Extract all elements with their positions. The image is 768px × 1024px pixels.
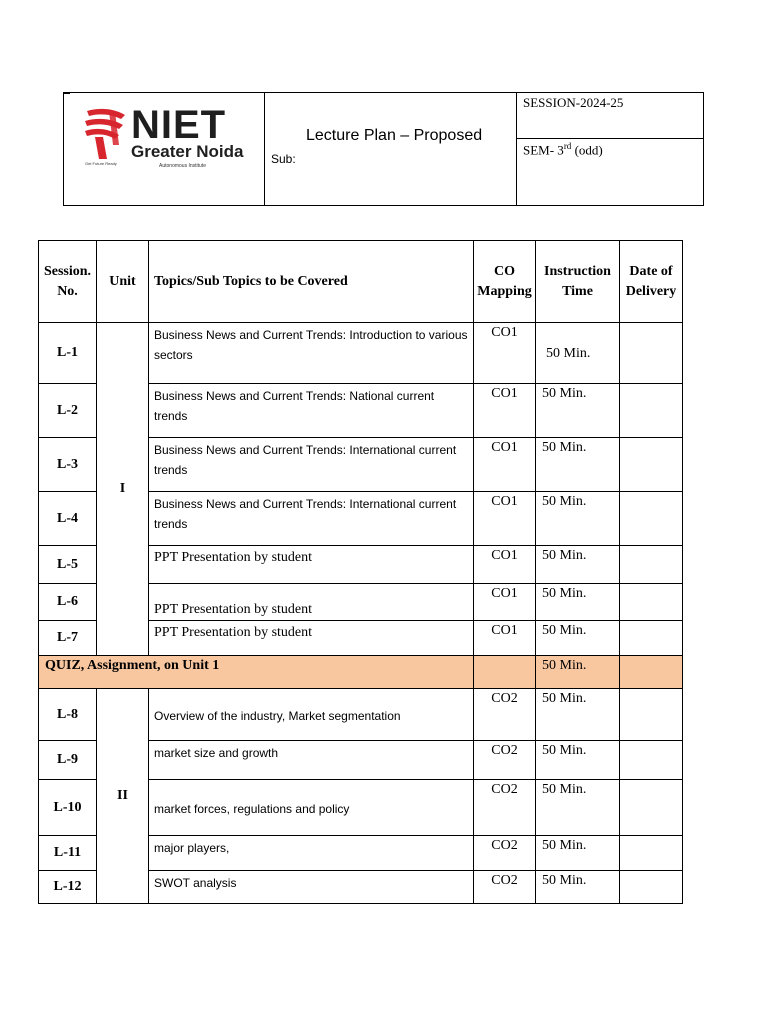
- time-cell: 50 Min.: [536, 546, 620, 584]
- time-cell: 50 Min.: [536, 871, 620, 904]
- page-title: Lecture Plan – Proposed: [306, 127, 483, 144]
- session-cell: L-7: [39, 621, 97, 656]
- topic-cell: Business News and Current Trends: Introduction to various sectors: [149, 323, 474, 384]
- session-cell: L-8: [39, 689, 97, 741]
- topic-cell: SWOT analysis: [149, 871, 474, 904]
- table-header-row: [39, 241, 683, 323]
- time-cell: 50 Min.: [536, 584, 620, 621]
- co-cell: CO1: [474, 384, 536, 438]
- co-cell: CO1: [474, 438, 536, 492]
- header-unit: Unit: [97, 241, 149, 323]
- co-cell: CO1: [474, 621, 536, 656]
- date-cell: [620, 621, 683, 656]
- session-cell: L-5: [39, 546, 97, 584]
- session-cell: L-1: [39, 323, 97, 384]
- logo-brand: NIET: [131, 103, 227, 147]
- semester-sup: rd: [563, 141, 572, 151]
- topic-cell: Overview of the industry, Market segmentation: [149, 689, 474, 741]
- date-cell: [620, 323, 683, 384]
- session-cell: L-12: [39, 871, 97, 904]
- topic-cell: PPT Presentation by student: [149, 584, 474, 621]
- time-cell: 50 Min.: [536, 780, 620, 836]
- header-co-mapping: CO Mapping: [474, 241, 536, 323]
- session-cell: L-2: [39, 384, 97, 438]
- header-topics: Topics/Sub Topics to be Covered: [149, 241, 474, 323]
- unit-cell: I: [97, 323, 149, 656]
- date-cell: [620, 741, 683, 780]
- semester-suffix: (odd): [571, 142, 603, 158]
- topic-cell: market forces, regulations and policy: [149, 780, 474, 836]
- topic-cell: Business News and Current Trends: National current trends: [149, 384, 474, 438]
- session-cell: [517, 93, 703, 205]
- quiz-date-cell: [620, 656, 683, 689]
- topic-cell: PPT Presentation by student: [149, 546, 474, 584]
- table-row: [39, 689, 683, 741]
- date-cell: [620, 546, 683, 584]
- header-instruction-time: Instruction Time: [536, 241, 620, 323]
- time-cell: 50 Min.: [536, 621, 620, 656]
- session-label: SESSION-2024-25: [523, 95, 624, 110]
- co-cell: CO2: [474, 689, 536, 741]
- date-cell: [620, 780, 683, 836]
- date-cell: [620, 438, 683, 492]
- co-cell: CO1: [474, 546, 536, 584]
- co-cell: CO1: [474, 323, 536, 384]
- date-cell: [620, 584, 683, 621]
- logo-city: Greater Noida: [131, 142, 244, 161]
- topic-cell: major players,: [149, 836, 474, 871]
- header-date-of-delivery: Date of Delivery: [620, 241, 683, 323]
- semester-prefix: SEM- 3: [523, 142, 564, 158]
- title-cell: [265, 93, 517, 205]
- time-cell: 50 Min.: [536, 836, 620, 871]
- co-cell: CO2: [474, 871, 536, 904]
- quiz-label: QUIZ, Assignment, on Unit 1: [39, 656, 474, 689]
- session-cell: L-9: [39, 741, 97, 780]
- co-cell: CO2: [474, 741, 536, 780]
- semester-label: [523, 141, 603, 158]
- unit-cell: II: [97, 689, 149, 904]
- co-cell: CO1: [474, 492, 536, 546]
- time-cell: 50 Min.: [536, 384, 620, 438]
- session-box: [517, 93, 703, 139]
- co-cell: CO1: [474, 584, 536, 621]
- date-cell: [620, 492, 683, 546]
- semester-box: [517, 139, 703, 205]
- quiz-time-cell: 50 Min.: [536, 656, 620, 689]
- co-cell: CO2: [474, 836, 536, 871]
- niet-logo: [81, 105, 251, 175]
- quiz-row: [39, 656, 683, 689]
- date-cell: [620, 871, 683, 904]
- date-cell: [620, 384, 683, 438]
- session-cell: L-4: [39, 492, 97, 546]
- topic-cell: Business News and Current Trends: International current trends: [149, 492, 474, 546]
- time-cell: 50 Min.: [536, 323, 620, 384]
- lecture-plan-header: [63, 92, 704, 206]
- logo-motto: Get Future Ready: [85, 161, 117, 166]
- session-cell: L-11: [39, 836, 97, 871]
- quiz-co-cell: [474, 656, 536, 689]
- topic-cell: market size and growth: [149, 741, 474, 780]
- date-cell: [620, 836, 683, 871]
- lecture-plan-table: [38, 240, 683, 904]
- co-cell: CO2: [474, 780, 536, 836]
- niet-emblem-icon: [81, 105, 129, 161]
- subject-label: Sub:: [271, 152, 296, 166]
- topic-cell: PPT Presentation by student: [149, 621, 474, 656]
- logo-cell: [64, 93, 265, 205]
- date-cell: [620, 689, 683, 741]
- session-cell: L-6: [39, 584, 97, 621]
- session-cell: L-3: [39, 438, 97, 492]
- table-row: [39, 323, 683, 384]
- header-session-no: Session. No.: [39, 241, 97, 323]
- logo-tagline: Autonomous Institute: [159, 163, 206, 169]
- time-cell: 50 Min.: [536, 689, 620, 741]
- session-cell: L-10: [39, 780, 97, 836]
- time-cell: 50 Min.: [536, 438, 620, 492]
- topic-cell: Business News and Current Trends: International current trends: [149, 438, 474, 492]
- corner-mark: [64, 93, 70, 94]
- time-cell: 50 Min.: [536, 741, 620, 780]
- time-cell: 50 Min.: [536, 492, 620, 546]
